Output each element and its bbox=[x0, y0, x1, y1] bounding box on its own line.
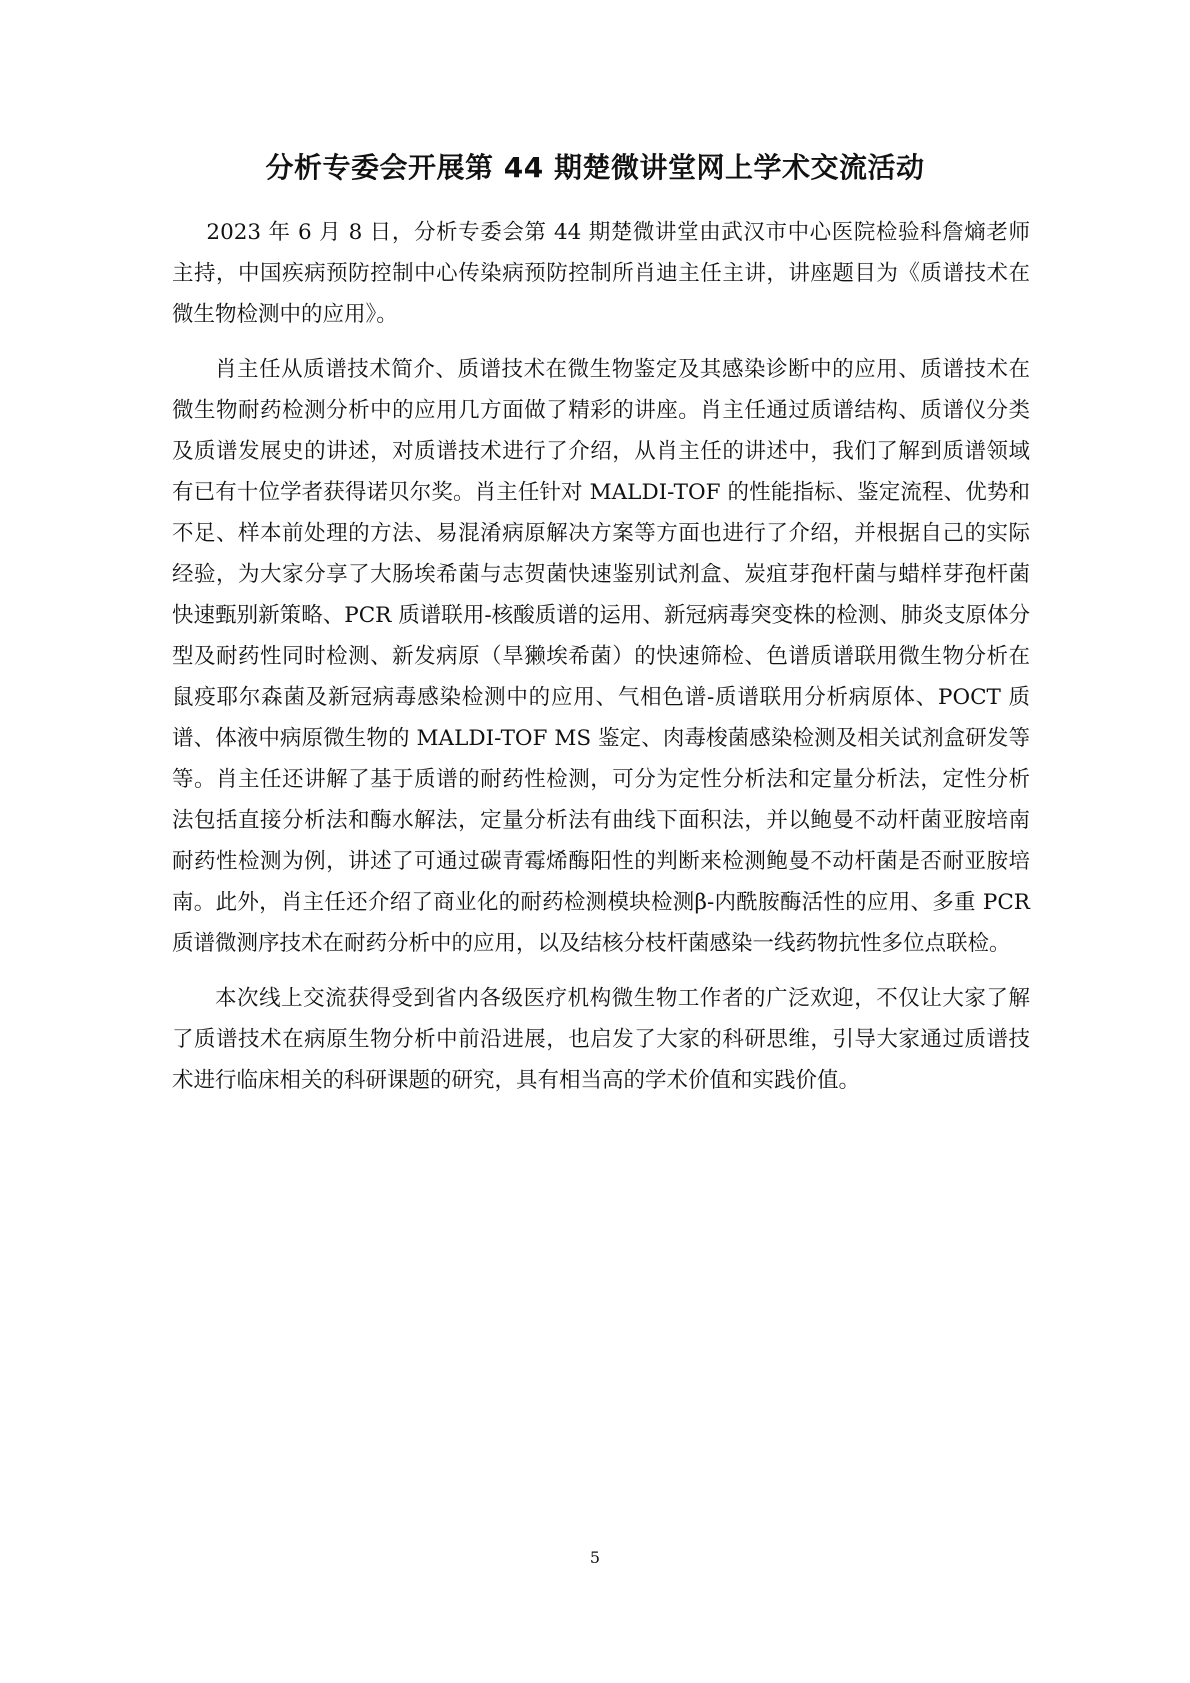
paragraph-conclusion: 本次线上交流获得受到省内各级医疗机构微生物工作者的广泛欢迎，不仅让大家了解了质谱技术在病原生物分析中前沿进展，也启发了大家的科研思维，引导大家通过质谱技术进行临床相关的科研课题的研究，具有相当高的学术价值和实践价值。 bbox=[172, 986, 1030, 1093]
article-body bbox=[172, 212, 1030, 1115]
page-number: 5 bbox=[589, 1548, 601, 1567]
paragraph-intro: 2023 年 6 月 8 日，分析专委会第 44 期楚微讲堂由武汉市中心医院检验科詹熵老师主持，中国疾病预防控制中心传染病预防控制所肖迪主任主讲，讲座题目为《质谱技术在微生物检测中的应用》。 bbox=[172, 220, 1030, 327]
paragraph-lecture-content: 肖主任从质谱技术简介、质谱技术在微生物鉴定及其感染诊断中的应用、质谱技术在微生物耐药检测分析中的应用几方面做了精彩的讲座。肖主任通过质谱结构、质谱仪分类及质谱发展史的讲述，对质谱技术进行了介绍，从肖主任的讲述中，我们了解到质谱领域有已有十位学者获得诺贝尔奖。肖主任针对 MALDI-TOF 的性能指标、鉴定流程、优势和不足、样本前处理的方法、易混淆病原解决方案等方面也进行了介绍，并根据自己的实际经验，为大家分享了大肠埃希菌与志贺菌快速鉴别试剂盒、炭疽芽孢杆菌与蜡样芽孢杆菌快速甄别新策略、PCR 质谱联用-核酸质谱的运用、新冠病毒突变株的检测、肺炎支原体分型及耐药性同时检测、新发病原（旱獭埃希菌）的快速筛检、色谱质谱联用微生物分析在鼠疫耶尔森菌及新冠病毒感染检测中的应用、气相色谱-质谱联用分析病原体、POCT 质谱、体液中病原微生物的 MALDI-TOF MS 鉴定、肉毒梭菌感染检测及相关试剂盒研发等等。肖主任还讲解了基于质谱的耐药性检测，可分为定性分析法和定量分析法，定性分析法包括直接分析法和酶水解法，定量分析法有曲线下面积法，并以鲍曼不动杆菌亚胺培南耐药性检测为例，讲述了可通过碳青霉烯酶阳性的判断来检测鲍曼不动杆菌是否耐亚胺培南。此外，肖主任还介绍了商业化的耐药检测模块检测β-内酰胺酶活性的应用、多重 PCR 质谱微测序技术在耐药分析中的应用，以及结核分枝杆菌感染一线药物抗性多位点联检。 bbox=[172, 357, 1030, 956]
article-title: 分析专委会开展第 44 期楚微讲堂网上学术交流活动 bbox=[265, 151, 925, 184]
